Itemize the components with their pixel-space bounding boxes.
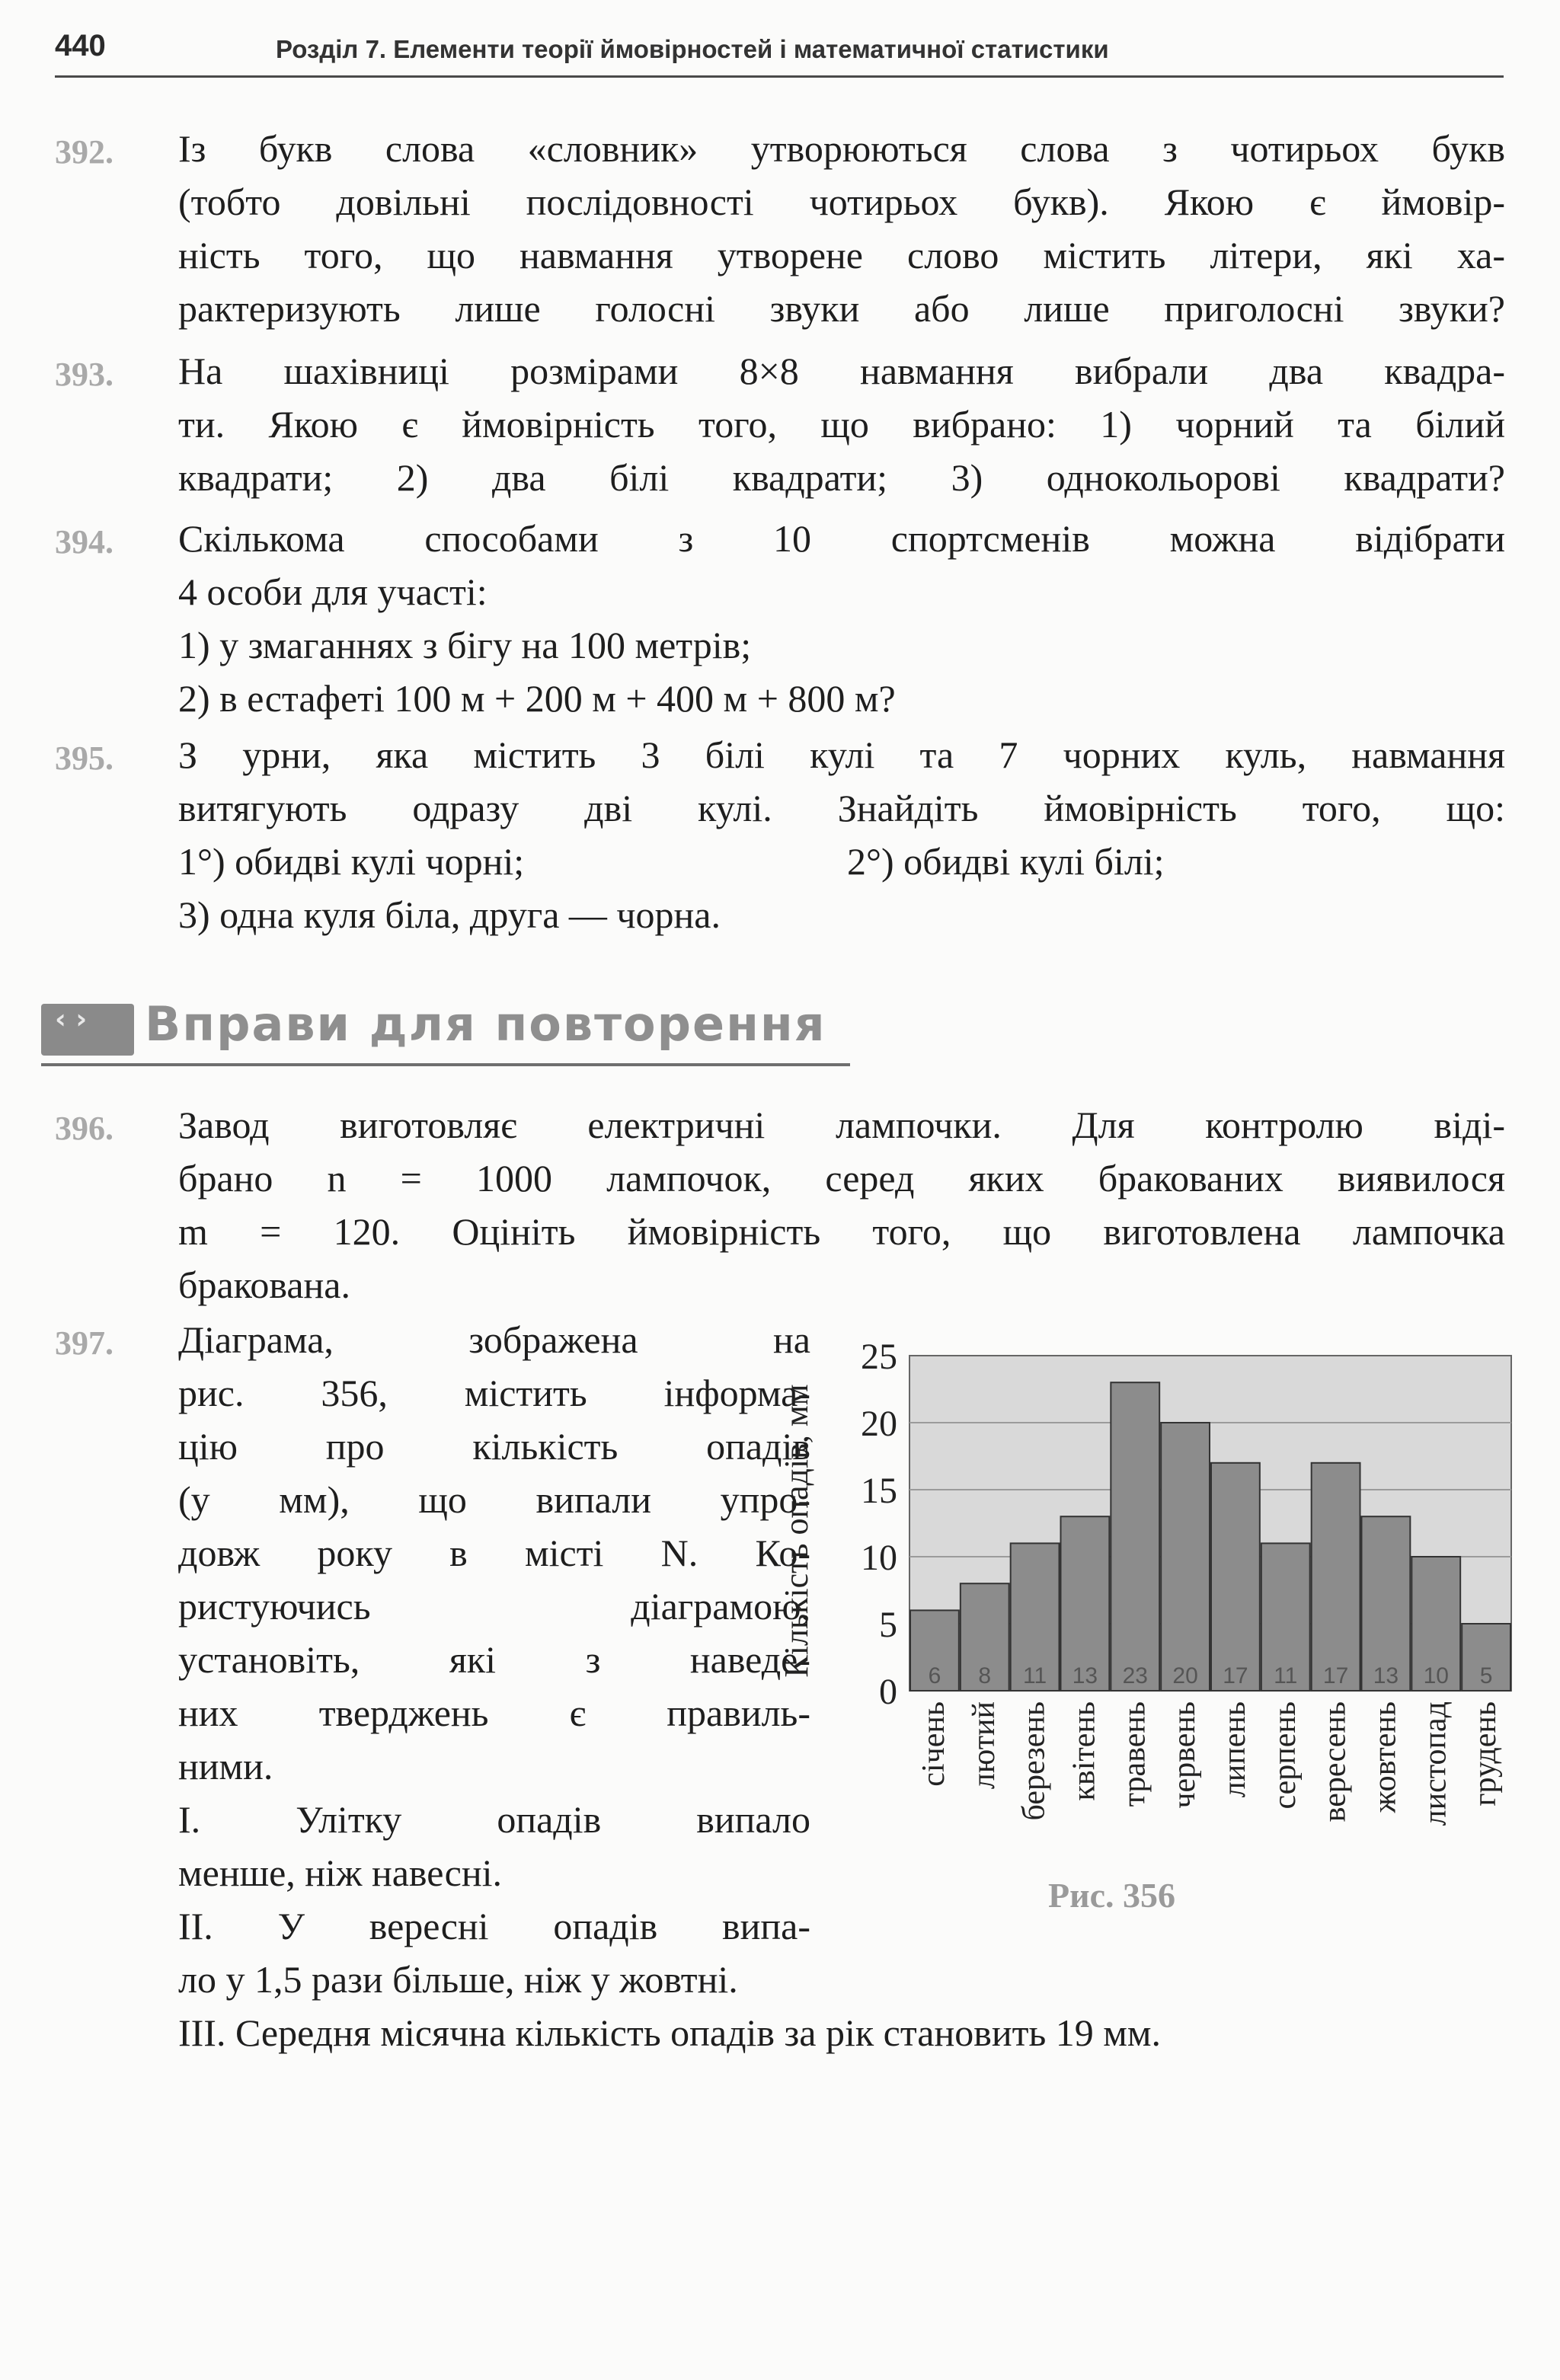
y-tick-label: 10 [861,1538,897,1578]
exercise-text-line: Завод виготовляє електричні лампочки. Для контролю віді- [178,1104,1505,1146]
exercise-text-line: З урни, яка містить 3 білі кулі та 7 чорних куль, навмання [178,733,1505,776]
exercise-text-line: Скількома способами з 10 спортсменів можна відібрати [178,517,1505,560]
exercise-text-line: бракована. [178,1263,350,1306]
statement-1-cont: менше, ніж навесні. [178,1851,503,1894]
x-tick-label: червень [1167,1701,1203,1809]
chart-svg [768,1324,1514,1872]
exercise-number: 395. [55,740,113,777]
y-tick-label: 20 [861,1404,897,1444]
exercise-text-line: витягують одразу дві кулі. Знайдіть ймовірність того, що: [178,787,1505,829]
exercise-text-line: рис. 356, містить інформа- [178,1372,810,1414]
exercise-text-line: ристуючись діаграмою, [178,1585,810,1628]
bar-value-label: 20 [1172,1663,1198,1688]
section-marker-icon: ‹ › [55,1004,88,1035]
header-rule [55,75,1504,78]
page-number: 440 [55,29,106,62]
exercise-text-line: Із букв слова «словник» утворюються слова з чотирьох букв [178,127,1505,170]
section-rule [41,1063,850,1066]
section-title: Вправи для повторення [145,996,826,1052]
exercise-text-line: цію про кількість опадів [178,1425,810,1468]
statement-2-cont: ло у 1,5 рази більше, ніж у жовтні. [178,1958,738,2001]
exercise-text-line: ти. Якою є ймовірність того, що вибрано: 1) чорний та білий [178,403,1505,446]
x-tick-label: квітень [1066,1701,1102,1801]
y-tick-label: 25 [861,1337,897,1377]
bar [1161,1423,1210,1691]
exercise-text-line: ність того, що навмання утворене слово містить літери, які ха- [178,234,1505,276]
bar-value-label: 11 [1023,1663,1047,1688]
x-tick-label: травень [1117,1701,1152,1807]
bar [1211,1463,1260,1691]
exercise-option-1: 1°) обидві кулі чорні; [178,840,525,883]
bar [1312,1463,1360,1691]
exercise-number: 392. [55,133,113,171]
x-tick-label: грудень [1468,1701,1504,1807]
bar-value-label: 17 [1223,1663,1248,1688]
precipitation-chart [768,1324,1514,1919]
exercise-text-line: На шахівниці розмірами 8×8 навмання вибрали два квадра- [178,350,1505,392]
exercise-number: 394. [55,523,113,561]
exercise-text-line: ними. [178,1745,273,1787]
y-axis-label: Кількість опадів, мм [778,1384,815,1678]
y-tick-label: 15 [861,1471,897,1511]
bar [1111,1382,1159,1691]
bar-value-label: 6 [928,1663,941,1688]
figure-caption: Рис. 356 [1048,1876,1176,1915]
bar-value-label: 17 [1322,1663,1349,1688]
exercise-option-3: 3) одна куля біла, друга — чорна. [178,893,721,936]
x-tick-label: лютий [966,1701,1002,1790]
y-tick-label: 0 [879,1672,897,1712]
bar-value-label: 8 [978,1663,992,1688]
running-title: Розділ 7. Елементи теорії ймовірностей і математичної статистики [276,35,1109,63]
statement-1: I. Улітку опадів випало [178,1798,810,1841]
bar-value-label: 23 [1122,1663,1148,1688]
x-tick-label: листопад [1418,1701,1453,1826]
bar-value-label: 10 [1423,1663,1449,1688]
exercise-text-line: m = 120. Оцініть ймовірність того, що виготовлена лампочка [178,1210,1505,1253]
exercise-text-line: Діаграма, зображена на [178,1318,810,1361]
bar-value-label: 13 [1072,1663,1098,1688]
exercise-text-line: установіть, які з наведе- [178,1638,810,1681]
statement-3: III. Середня місячна кількість опадів за рік становить 19 мм. [178,2011,1162,2054]
exercise-text-line: 4 особи для участі: [178,570,488,613]
x-tick-label: липень [1216,1701,1252,1798]
exercise-number: 396. [55,1110,113,1147]
bar-value-label: 5 [1479,1663,1493,1688]
statement-2: II. У вересні опадів випа- [178,1905,810,1947]
x-tick-label: серпень [1267,1701,1303,1810]
x-tick-label: березень [1016,1701,1052,1821]
exercise-text-line: рактеризують лише голосні звуки або лише приголосні звуки? [178,287,1505,330]
exercise-text-line: квадрати; 2) два білі квадрати; 3) однокольорові квадрати? [178,456,1505,499]
y-tick-label: 5 [879,1605,897,1645]
exercise-text-line: 1) у змаганнях з бігу на 100 метрів; [178,624,752,666]
exercise-text-line: 2) в естафеті 100 м + 200 м + 400 м + 800 м? [178,677,896,720]
exercise-option-2: 2°) обидві кулі білі; [847,840,1165,883]
exercise-text-line: довж року в місті N. Ко- [178,1532,810,1574]
x-tick-label: вересень [1317,1701,1353,1823]
exercise-text-line: брано n = 1000 лампочок, серед яких бракованих виявилося [178,1157,1505,1200]
exercise-number: 397. [55,1324,113,1362]
x-tick-label: жовтень [1367,1701,1403,1813]
exercise-text-line: (у мм), що випали упро- [178,1478,810,1521]
exercise-text-line: (тобто довільні послідовності чотирьох букв). Якою є ймовір- [178,180,1505,223]
exercise-text-line: них тверджень є правиль- [178,1692,810,1734]
bar-value-label: 13 [1373,1663,1399,1688]
x-tick-label: січень [916,1701,951,1787]
exercise-number: 393. [55,356,113,393]
bar-value-label: 11 [1274,1663,1298,1688]
